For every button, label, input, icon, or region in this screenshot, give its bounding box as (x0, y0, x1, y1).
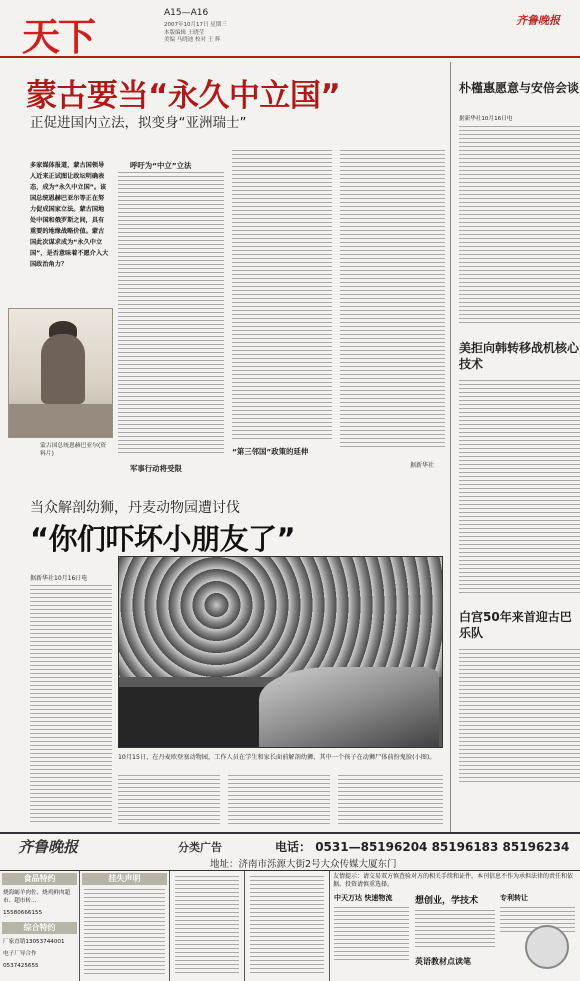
lead-body-col3 (340, 150, 445, 450)
decorative-seal (525, 925, 569, 969)
ads-phones (275, 838, 569, 855)
ads-col-1 (0, 871, 80, 981)
ads-category: 分类广告 (178, 841, 222, 854)
zoo-photo-caption: 10月15日，在丹麦欧登塞动物园，工作人员在学生和家长面前解剖幼狮，其中一个孩子在动狮尸体前扮鬼脸(小图)。 (118, 754, 436, 761)
second-subhead: 当众解剖幼狮，丹麦动物园遭讨伐 (30, 500, 240, 516)
ads-promo-logistics: 中天万达 快速物流 (334, 893, 409, 962)
ads-col-3 (170, 871, 245, 981)
brief-3-title: 白宫50年来首迎古巴乐队 (459, 610, 572, 640)
second-body-col1 (30, 585, 112, 825)
page-range: A15—A16 (164, 8, 209, 18)
brief-2-body (459, 380, 580, 595)
ads-col1-text3: 厂家直销13053744001 (3, 938, 65, 945)
children-crowd-shape (119, 557, 443, 677)
ads-notice: 友情提示：请交易双方慎查验对方的相关手续和证件。本刊信息不作为承担法律的责任和依据。投资请慎重选择。 (333, 873, 574, 889)
ads-col3-body (175, 876, 239, 976)
lead-body-col1 (118, 172, 224, 454)
president-photo-caption: 蒙古国总统恩赫巴亚尔(资料片) (40, 443, 107, 457)
ads-brand: 齐鲁晚报 (18, 838, 79, 856)
masthead (0, 0, 580, 58)
second-headline: “你们吓坏小朋友了” (30, 522, 296, 556)
ads-address: 地址：济南市泺源大街2号大众传媒大厦东门 (210, 859, 397, 870)
desk-shape (9, 404, 113, 438)
issue-date: 2007年10月17日 星期三 (164, 22, 227, 28)
ads-col1-text1: 烧海蛎羊肉佐、烧鸡鲜肉超市、超市转… (3, 890, 71, 905)
lead-body-col2 (232, 150, 332, 440)
lead-byline: 据新华社 (410, 462, 435, 469)
designer-credit: 美编 马晓迪 校对 王 辉 (164, 37, 221, 43)
masthead-meta (164, 22, 227, 45)
brief-1-title: 朴槿惠愿意与安倍会谈 (459, 81, 580, 95)
second-body-col4 (338, 775, 443, 827)
second-body-col3 (228, 775, 330, 827)
second-dateline: 据新华社10月16日电 (30, 575, 88, 582)
classified-ads-bar (0, 832, 580, 854)
ads-col1-text2: 15580666155 (3, 910, 43, 917)
ads-phone-numbers: 0531—85196204 85196183 85196234 (315, 840, 570, 854)
brief-1-body (459, 126, 580, 326)
ads-col1-text5: 0537425655 (3, 963, 39, 970)
classified-ads-grid (0, 870, 580, 981)
lead-intro: 多家媒体报道，蒙古国领导人近来正试图让政坛明确表态，成为“永久中立国”。该国总统恩赫巴亚尔等正在努力促成国家立法。蒙古国地处中国和俄罗斯之间，具有重要的地缘战略价值。蒙古国此次谋求成为“永久中立国”，是否意味着不愿介入大国政治角力？ (30, 162, 109, 268)
brief-2-title: 美拒向韩转移战机核心技术 (459, 341, 580, 371)
president-photo (8, 308, 113, 438)
brief-1-dateline: 据新华社10月16日电 (459, 116, 513, 122)
sidebar-briefs (450, 62, 580, 832)
second-body-col2 (118, 775, 220, 827)
section-logo: 天下 (22, 14, 95, 59)
ads-col4-body (250, 876, 324, 976)
section-heading-1: 呼吁为“中立”立法 (130, 161, 192, 170)
section-heading-3: “第三邻国”政策的延伸 (232, 447, 309, 456)
brief-3-body (459, 649, 580, 784)
ads-col2-heading: 挂失声明 (82, 873, 167, 885)
lead-headline: 蒙古要当“永久中立国” (26, 78, 341, 114)
figure-shape (41, 334, 85, 404)
ads-col1-heading-2: 综合特约 (2, 922, 77, 934)
editor-credit: 本版编辑 王晓莹 (164, 29, 205, 36)
lion-shape (259, 667, 439, 748)
ads-col2-body (84, 889, 165, 977)
section-heading-2: 军事行动将受限 (130, 464, 182, 473)
ads-promo-patent: 专利转让 (500, 893, 575, 935)
ads-phone-label: 电话： (275, 840, 312, 854)
ads-col1-text4: 电子厂导合作 (3, 950, 37, 957)
table-shape (119, 687, 279, 748)
zoo-dissection-photo (118, 556, 443, 748)
ads-col-4 (245, 871, 330, 981)
ads-col-2 (80, 871, 170, 981)
lead-subhead: 正促进国内立法，拟变身“亚洲瑞士” (30, 115, 247, 131)
ads-col1-heading: 食品特约 (2, 873, 77, 885)
ads-promo-study: 想创业，学技术 英语教材点读笔 (415, 893, 495, 967)
newspaper-name: 齐鲁晚报 (516, 14, 560, 27)
